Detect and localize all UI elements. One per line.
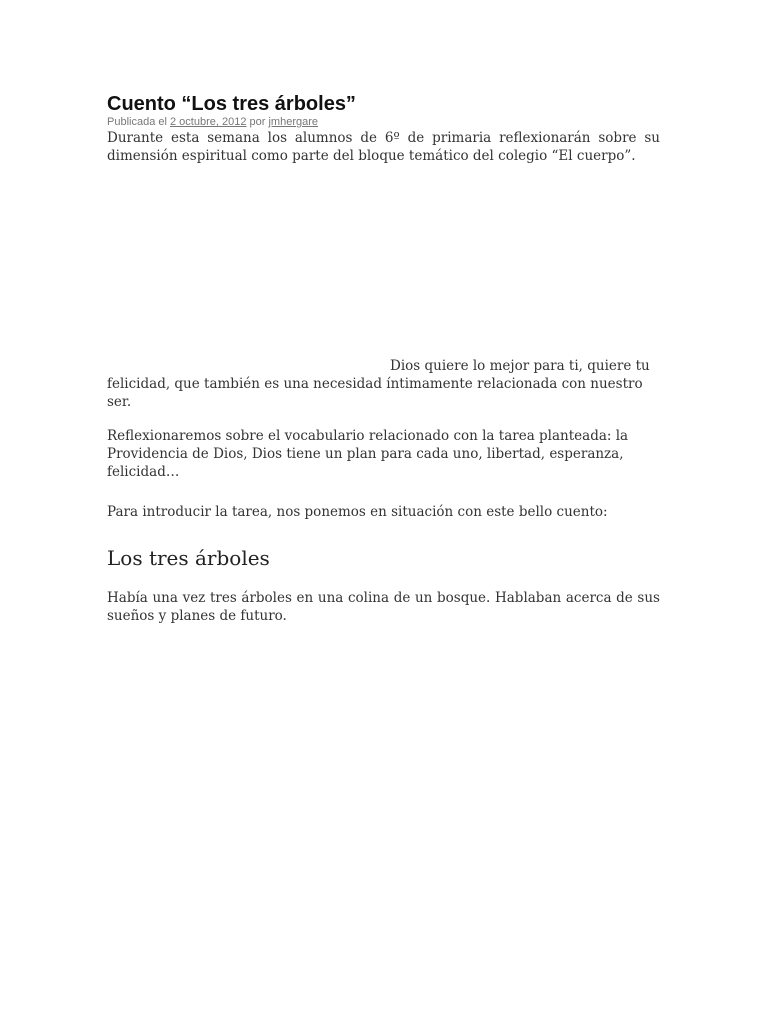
- author-link[interactable]: jmhergare: [268, 116, 319, 128]
- meta-prefix: Publicada el: [107, 116, 167, 128]
- paragraph-providence: [107, 357, 660, 411]
- paragraph-vocabulary: Reflexionaremos sobre el vocabulario relacionado con la tarea planteada: la Providencia de Dios, Dios tiene un plan para cada uno, libertad, esperanza, felicidad…: [107, 428, 629, 480]
- blog-post: [107, 92, 660, 625]
- post-meta: [107, 116, 660, 128]
- paragraph-providence-text: Dios quiere lo mejor para ti, quiere tu felicidad, que también es una necesidad íntimamente relacionada con nuestro ser.: [107, 358, 650, 410]
- story-paragraph: Había una vez tres árboles en una colina de un bosque. Hablaban acerca de sus sueños y planes de futuro.: [107, 590, 660, 624]
- post-title: Cuento “Los tres árboles”: [107, 93, 356, 115]
- paragraph-introduce-task: Para introducir la tarea, nos ponemos en situación con este bello cuento:: [107, 504, 608, 520]
- intro-paragraph: Durante esta semana los alumnos de 6º de primaria reflexionarán sobre su dimensión espiritual como parte del bloque temático del colegio “El cuerpo”.: [107, 130, 660, 164]
- embedded-media-placeholder: [107, 165, 660, 357]
- meta-by: por: [249, 116, 266, 128]
- post-date-link[interactable]: 2 octubre, 2012: [170, 116, 247, 128]
- story-heading: Los tres árboles: [107, 546, 270, 570]
